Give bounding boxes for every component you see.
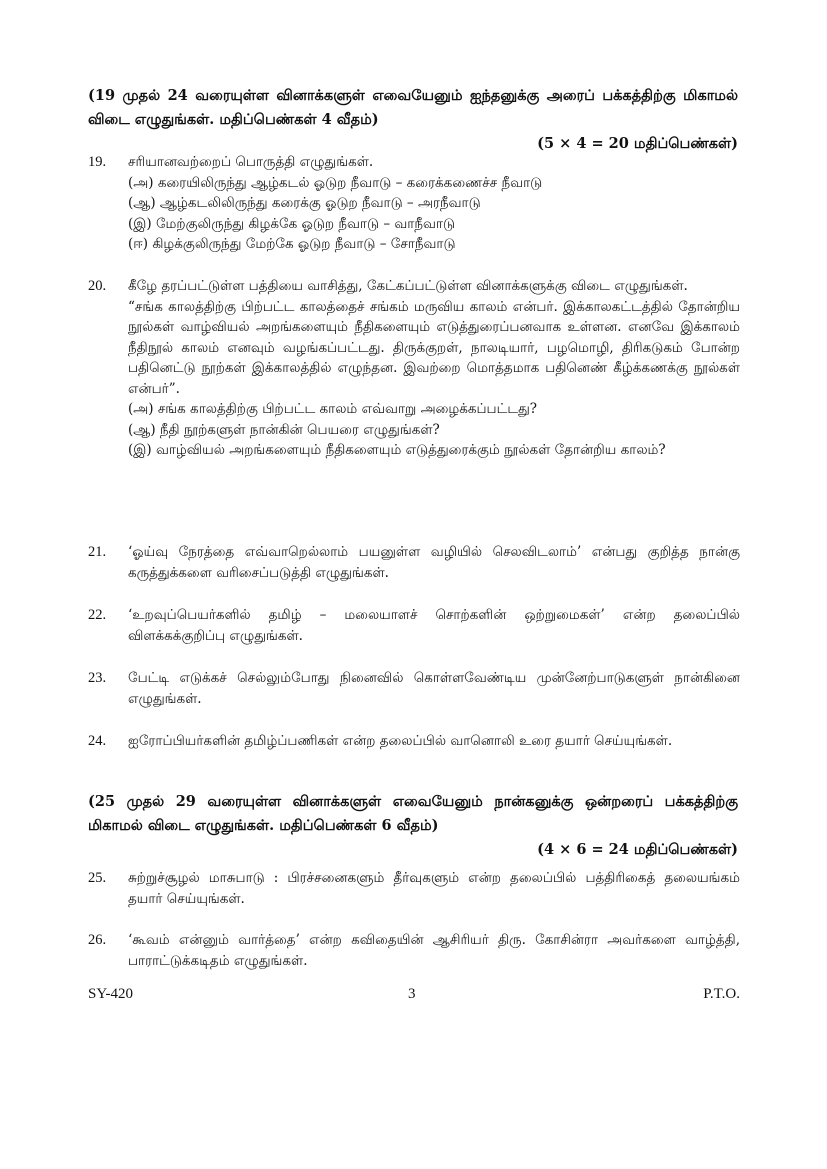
question-number: 25. — [88, 870, 107, 886]
paper-code: SY-420 — [88, 986, 134, 1002]
section-1-marks: (5 × 4 = 20 மதிப்பெண்கள்) — [537, 135, 738, 152]
question-text: ‘கூவம் என்னும் வார்த்தை’ என்ற கவிதையின் ஆசிரியர் திரு. கோசின்ரா அவர்களை வாழ்த்தி, பாராட்டுக்கடிதம் எழுதுங்கள். — [128, 932, 740, 969]
question-26 — [88, 930, 740, 971]
sub-question: (அ) கரையிலிருந்து ஆழ்கடல் ஓடுற நீவாடு – கரைக்கணைச்ச நீவாடு — [128, 174, 543, 191]
passage-text: “சங்க காலத்திற்கு பிற்பட்ட காலத்தைச் சங்கம் மருவிய காலம் என்பர். இக்காலகட்டத்தில் தோன்றிய நூல்கள் வாழ்வியல் அறங்களையும் நீதிகளையும் எடுத்துரைப்பனவாக உள்ளன. எனவே இக்காலம் நீதிநூல் காலம் எனவும் வழங்கப்பட்டது. திருக்குறள், நாலடியார், பழமொழி, திரிகடுகம் போன்ற பதினெட்டு நூற்கள் இக்காலத்தில் எழுந்தன. இவற்றை மொத்தமாக பதினெண் கீழ்க்கணக்கு நூல்கள் என்பர்”. — [128, 298, 740, 397]
sub-question: (ஈ) கிழக்குலிருந்து மேற்கே ஓடுற நீவாடு – சோநீவாடு — [128, 236, 456, 252]
question-21 — [88, 542, 740, 583]
question-22 — [88, 605, 740, 646]
question-number: 20. — [88, 278, 107, 294]
section-2-instruction-text: (25 முதல் 29 வரையுள்ள வினாக்களுள் எவையேனும் நான்கனுக்கு ஒன்றரைப் பக்கத்திற்கு மிகாமல் விடை எழுதுங்கள். மதிப்பெண்கள் 6 வீதம்) — [88, 793, 738, 834]
question-text: கீழே தரப்பட்டுள்ள பத்தியை வாசித்து, கேட்கப்பட்டுள்ள வினாக்களுக்கு விடை எழுதுங்கள். — [128, 278, 688, 294]
section-2-marks: (4 × 6 = 24 மதிப்பெண்கள்) — [537, 841, 738, 858]
question-20 — [88, 276, 740, 461]
question-number: 26. — [88, 932, 107, 948]
question-text: சரியானவற்றைப் பொருத்தி எழுதுங்கள். — [128, 154, 374, 170]
question-19 — [88, 152, 740, 255]
page-number: 3 — [408, 986, 416, 1002]
sub-question: (ஆ) ஆழ்கடலிலிருந்து கரைக்கு ஓடுற நீவாடு – அரநீவாடு — [128, 195, 481, 211]
question-number: 22. — [88, 607, 107, 623]
section-1-instruction-text: (19 முதல் 24 வரையுள்ள வினாக்களுள் எவையேனும் ஐந்தனுக்கு அரைப் பக்கத்திற்கு மிகாமல் விடை எழுதுங்கள். மதிப்பெண்கள் 4 வீதம்) — [88, 87, 738, 128]
section-1-instruction — [88, 84, 738, 156]
question-24 — [88, 731, 740, 752]
question-number: 23. — [88, 670, 107, 686]
section-2-instruction — [88, 790, 738, 862]
sub-question: (அ) சங்க காலத்திற்கு பிற்பட்ட காலம் எவ்வாறு அழைக்கப்பட்டது? — [128, 401, 538, 417]
question-text: ‘ஓய்வு நேரத்தை எவ்வாறெல்லாம் பயனுள்ள வழியில் செலவிடலாம்’ என்பது குறித்த நான்கு கருத்துக்களை வரிசைப்படுத்தி எழுதுங்கள். — [128, 544, 740, 581]
question-number: 21. — [88, 544, 107, 560]
question-text: ஐரோப்பியர்களின் தமிழ்ப்பணிகள் என்ற தலைப்பில் வானொலி உரை தயார் செய்யுங்கள். — [128, 733, 673, 749]
please-turn-over: P.T.O. — [703, 986, 740, 1002]
sub-question: (இ) மேற்குலிருந்து கிழக்கே ஓடுற நீவாடு – வாநீவாடு — [128, 215, 456, 232]
question-number: 24. — [88, 733, 107, 749]
sub-question: (இ) வாழ்வியல் அறங்களையும் நீதிகளையும் எடுத்துரைக்கும் நூல்கள் தோன்றிய காலம்? — [128, 442, 666, 458]
question-text: ‘உறவுப்பெயர்களில் தமிழ் – மலையாளச் சொற்களின் ஒற்றுமைகள்’ என்ற தலைப்பில் விளக்கக்குறிப்பு எழுதுங்கள். — [128, 607, 740, 644]
question-text: பேட்டி எடுக்கச் செல்லும்போது நினைவில் கொள்ளவேண்டிய முன்னேற்பாடுகளுள் நான்கினை எழுதுங்கள். — [128, 670, 740, 707]
sub-question: (ஆ) நீதி நூற்களுள் நான்கின் பெயரை எழுதுங்கள்? — [128, 421, 440, 438]
question-25 — [88, 868, 740, 909]
question-text: சுற்றுச்சூழல் மாசுபாடு : பிரச்சனைகளும் தீர்வுகளும் என்ற தலைப்பில் பத்திரிகைத் தலையங்கம் தயார் செய்யுங்கள். — [128, 870, 740, 907]
page-footer — [88, 986, 740, 1008]
question-number: 19. — [88, 154, 107, 170]
question-23 — [88, 668, 740, 709]
